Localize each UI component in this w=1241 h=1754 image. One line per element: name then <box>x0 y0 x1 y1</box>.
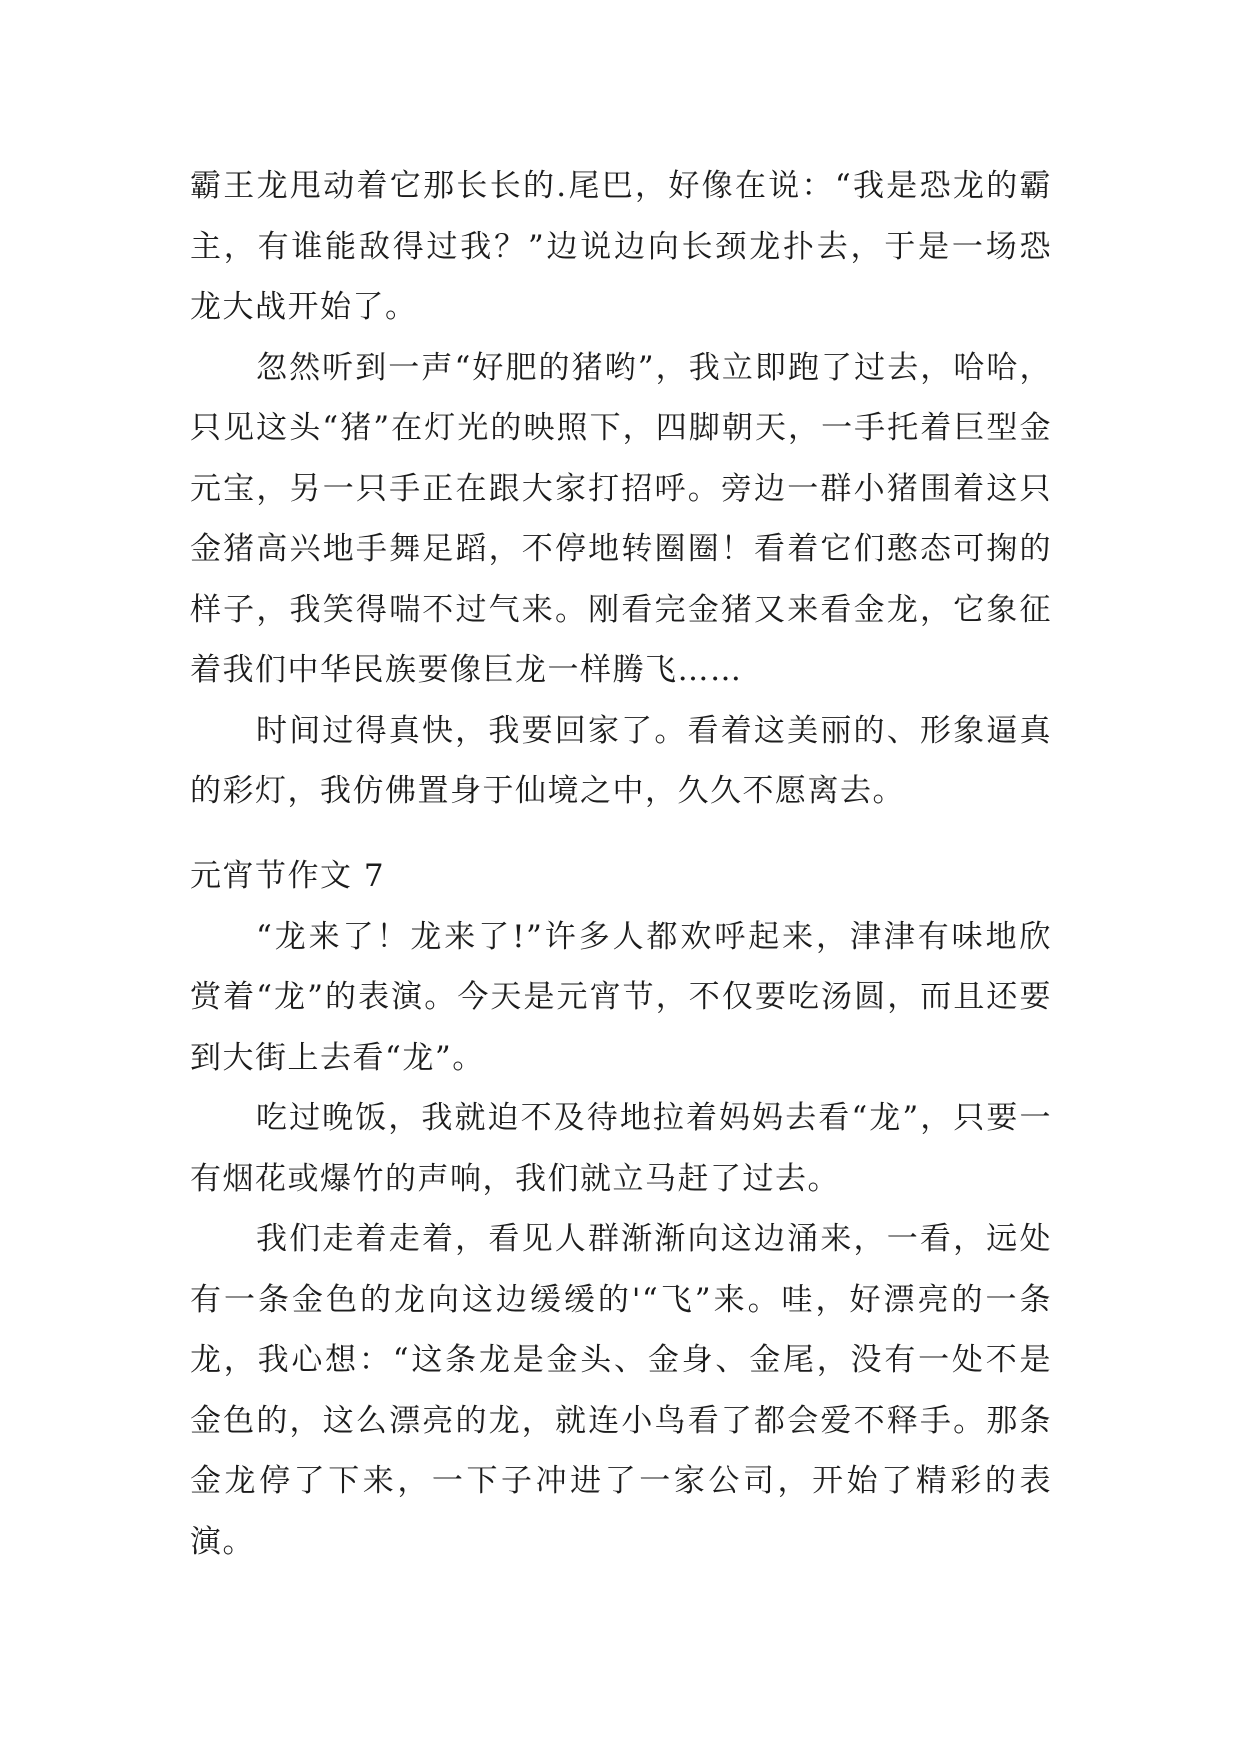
paragraph-going-home: 时间过得真快，我要回家了。看着这美丽的、形象逼真的彩灯，我仿佛置身于仙境之中，久久不愿离去。 <box>190 712 1052 809</box>
paragraph-after-dinner: 吃过晚饭，我就迫不及待地拉着妈妈去看“龙”，只要一有烟花或爆竹的声响，我们就立马赶了过去。 <box>190 1100 1052 1197</box>
essay-7 <box>190 846 1052 1572</box>
essay-continuation <box>190 156 1052 822</box>
paragraph-golden-dragon: 我们走着走着，看见人群渐渐向这边涌来，一看，远处有一条金色的龙向这边缓缓的'“飞”来。哇，好漂亮的一条龙，我心想：“这条龙是金头、金身、金尾，没有一处不是金色的，这么漂亮的龙，就连小鸟看了都会爱不释手。那条金龙停了下来，一下子冲进了一家公司，开始了精彩的表演。 <box>190 1221 1052 1560</box>
paragraph-golden-pig: 忽然听到一声“好肥的猪哟”，我立即跑了过去，哈哈，只见这头“猪”在灯光的映照下，四脚朝天，一手托着巨型金元宝，另一只手正在跟大家打招呼。旁边一群小猪围着这只金猪高兴地手舞足蹈，不停地转圈圈！看着它们憨态可掬的样子，我笑得喘不过气来。刚看完金猪又来看金龙，它象征着我们中华民族要像巨龙一样腾飞…… <box>190 349 1052 688</box>
paragraph-dragon-arrives: “龙来了！龙来了!”许多人都欢呼起来，津津有味地欣赏着“龙”的表演。今天是元宵节，不仅要吃汤圆，而且还要到大街上去看“龙”。 <box>190 918 1052 1076</box>
paragraph-trex: 霸王龙甩动着它那长长的.尾巴，好像在说：“我是恐龙的霸主，有谁能敌得过我？”边说边向长颈龙扑去，于是一场恐龙大战开始了。 <box>190 168 1052 325</box>
essay-heading: 元宵节作文 7 <box>190 858 386 894</box>
